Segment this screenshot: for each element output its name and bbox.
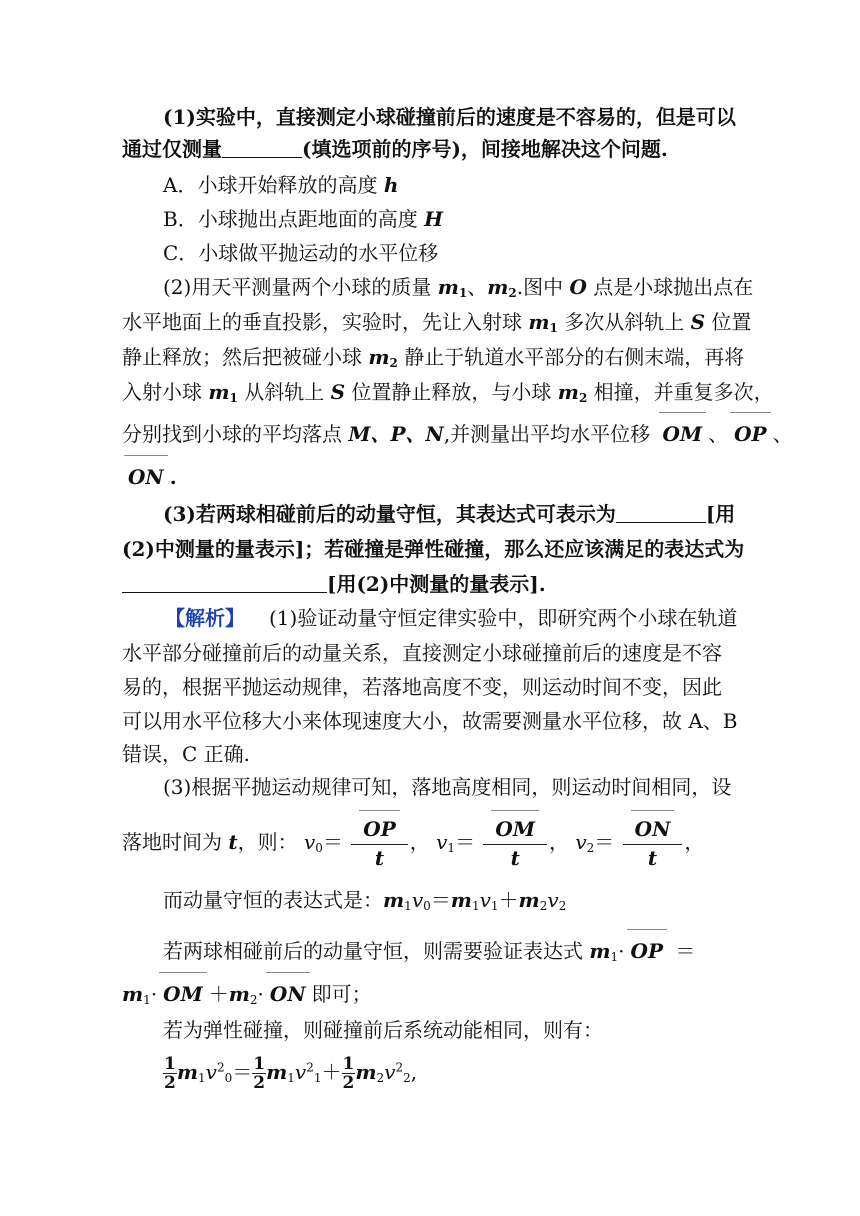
q2-line-2: 水平地面上的垂直投影，实验时，先让入射球 $m_1$ 多次从斜轨上 S 位置 [122, 310, 752, 335]
momentum-equation: 而动量守恒的表达式是：$m_1v_0=m_1v_1+m_2v_2$ [163, 888, 567, 913]
q3-line-1: (3)若两球相碰前后的动量守恒，其表达式可表示为 [用 [163, 502, 736, 526]
analysis-line-2: 水平部分碰撞前后的动量关系，直接测定小球碰撞前后的速度是不容 [122, 641, 722, 665]
fraction-om-t: $\frac{OM}{t}$ [483, 816, 547, 871]
analysis-line-1: 【解析】 (1)验证动量守恒定律实验中，即研究两个小球在轨道 [165, 606, 738, 630]
energy-equation: $\frac{1}{2}$ $m_1v^2_0=$ $\frac{1}{2}$ $m_1v^2_1+$ $\frac{1}{2}$ $m_2v^2_2$, [164, 1054, 418, 1093]
fraction-op-t: $\frac{OP}{t}$ [351, 816, 407, 871]
verify-line-2: $m_1\cdot$ OM $+m_2\cdot$ ON 即可； [122, 978, 738, 1010]
q2-line-5: 分别找到小球的平均落点 M、P、N,并测量出平均水平位移 OM 、 OP 、 [122, 418, 738, 450]
q1-line-1: (1)实验中，直接测定小球碰撞前后的速度是不容易的，但是可以 [163, 105, 736, 129]
vector-om: OM [657, 418, 709, 450]
option-c: C．小球做平抛运动的水平位移 [163, 241, 439, 265]
q2-line-1: (2)用天平测量两个小球的质量 $m_1$、$m_2$.图中 O 点是小球抛出点在 [163, 275, 754, 300]
answer-blank [616, 502, 706, 523]
vector-on: ON [122, 461, 170, 493]
analysis-line-3: 易的，根据平抛运动规律，若落地高度不变，则运动时间不变，因此 [122, 675, 722, 699]
velocity-equations: 落地时间为 t，则： $v_0=$ $\frac{OP}{t}$ ， $v_1=$ $\frac{OM}{t}$ ， $v_2=$ $\frac{ON}{t}$ ， [122, 817, 705, 870]
option-b: B．小球抛出点距地面的高度 H [163, 207, 443, 231]
q3-line-3: [用(2)中测量的量表示]. [122, 568, 738, 600]
analysis-line-5: 错误，C 正确. [122, 742, 251, 766]
analysis-line-4: 可以用水平位移大小来体现速度大小，故需要测量水平位移，故 A、B [122, 709, 738, 733]
q2-line-4: 入射小球 $m_1$ 从斜轨上 S 位置静止释放，与小球 $m_2$ 相撞，并重复多次， [122, 380, 774, 405]
verify-line-1: 若两球相碰前后的动量守恒，则需要验证表达式 $m_1\cdot$ OP ＝ [163, 935, 738, 967]
analysis-p3-line-1: (3)根据平抛运动规律可知，落地高度相同，则运动时间相同，设 [163, 775, 732, 799]
answer-blank [122, 572, 327, 593]
elastic-line: 若为弹性碰撞，则碰撞前后系统动能相同，则有： [163, 1018, 603, 1042]
q1-line-2: 通过仅测量 (填选项前的序号)，间接地解决这个问题. [122, 137, 668, 161]
fraction-on-t: $\frac{ON}{t}$ [623, 816, 683, 871]
q2-line-3: 静止释放；然后把被碰小球 $m_2$ 静止于轨道水平部分的右侧末端，再将 [122, 345, 745, 370]
q2-line-6: ON . [122, 461, 738, 493]
option-a: A．小球开始释放的高度 h [163, 173, 399, 197]
vector-op: OP [728, 418, 772, 450]
q3-line-2: (2)中测量的量表示]；若碰撞是弹性碰撞，那么还应该满足的表达式为 [122, 537, 745, 561]
analysis-tag: 【解析】 [165, 606, 245, 630]
answer-blank [222, 137, 302, 158]
